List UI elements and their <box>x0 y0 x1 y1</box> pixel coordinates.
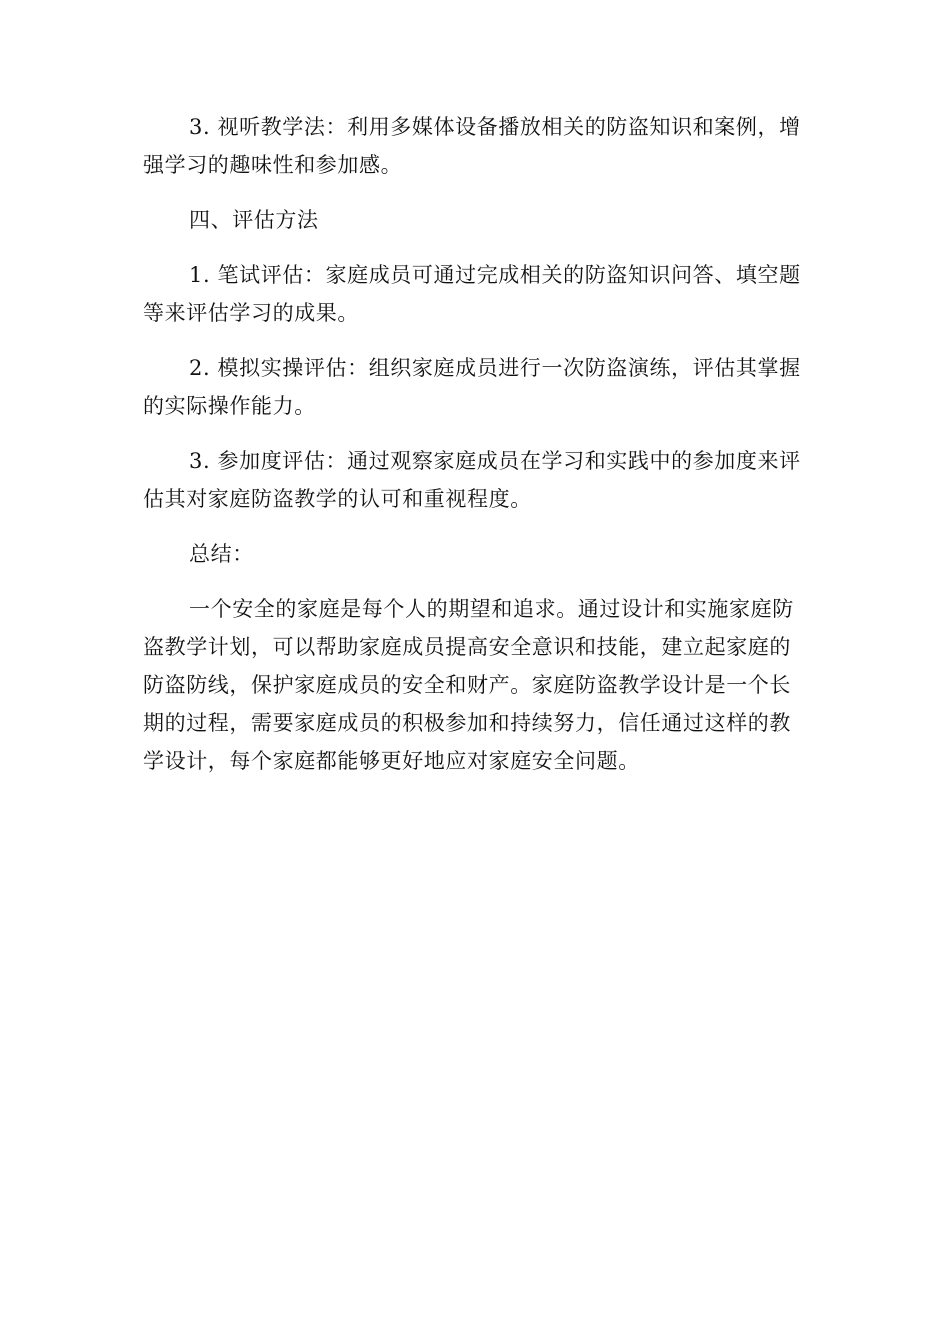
list-item-written-test: 1. 笔试评估：家庭成员可通过完成相关的防盗知识问答、填空题等来评估学习的成果。 <box>143 263 801 325</box>
list-item-participation: 3. 参加度评估：通过观察家庭成员在学习和实践中的参加度来评估其对家庭防盗教学的认可和重视程度。 <box>143 449 801 511</box>
list-item-simulation-drill: 2. 模拟实操评估：组织家庭成员进行一次防盗演练，评估其掌握的实际操作能力。 <box>143 356 801 418</box>
section-heading-evaluation: 四、评估方法 <box>189 208 319 232</box>
summary-paragraph: 一个安全的家庭是每个人的期望和追求。通过设计和实施家庭防盗教学计划，可以帮助家庭成员提高安全意识和技能，建立起家庭的防盗防线，保护家庭成员的安全和财产。家庭防盗教学设计是一个长期的过程，需要家庭成员的积极参加和持续努力，信任通过这样的教学设计，每个家庭都能够更好地应对家庭安全问题。 <box>143 597 794 773</box>
document-body <box>143 108 807 780</box>
summary-heading: 总结： <box>189 542 254 566</box>
list-item-audiovisual-method: 3. 视听教学法：利用多媒体设备播放相关的防盗知识和案例，增强学习的趣味性和参加感。 <box>143 115 801 177</box>
